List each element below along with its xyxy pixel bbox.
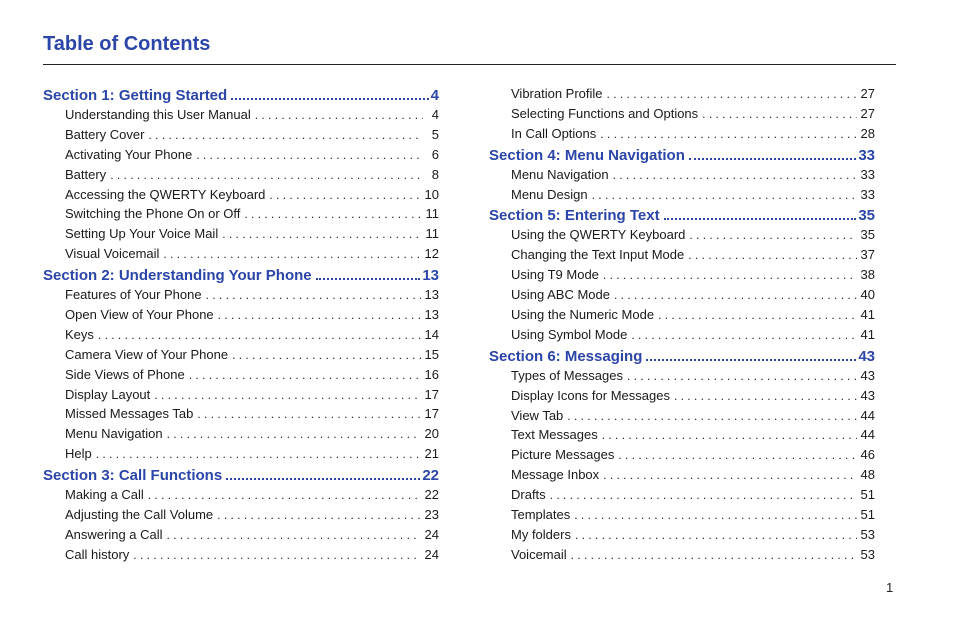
dot-leader: [167, 528, 421, 542]
entry-title: Changing the Text Input Mode: [511, 247, 685, 263]
dot-leader: [574, 508, 856, 522]
dot-leader: [614, 288, 857, 302]
toc-entry[interactable]: [43, 327, 439, 347]
toc-entry[interactable]: [489, 487, 885, 507]
toc-entry[interactable]: [489, 447, 885, 467]
page-title: Table of Contents: [43, 33, 211, 55]
entry-page-number: 21: [424, 446, 439, 462]
entry-title: Using the QWERTY Keyboard: [511, 227, 686, 243]
entry-page-number: 6: [431, 146, 439, 162]
entry-title: Visual Voicemail: [65, 246, 160, 262]
toc-entry[interactable]: [489, 227, 885, 247]
entry-title: Using Symbol Mode: [511, 326, 628, 342]
page-number: 1: [886, 580, 894, 595]
dot-leader: [244, 207, 421, 221]
toc-entry[interactable]: [43, 226, 439, 246]
dot-leader: [689, 158, 856, 160]
toc-entry[interactable]: [43, 507, 439, 527]
toc-entry[interactable]: [43, 187, 439, 207]
entry-title: Understanding this User Manual: [65, 107, 251, 122]
toc-entry[interactable]: [489, 106, 885, 126]
entry-page-number: 48: [860, 467, 875, 483]
entry-title: Switching the Phone On or Off: [65, 206, 241, 222]
entry-page-number: 12: [424, 246, 439, 262]
dot-leader: [96, 447, 421, 461]
entry-title: Using T9 Mode: [511, 267, 599, 283]
entry-page-number: 20: [424, 426, 439, 442]
dot-leader: [603, 468, 856, 482]
toc-entry[interactable]: [43, 527, 439, 547]
toc-section-heading[interactable]: [43, 87, 439, 107]
entry-page-number: 17: [424, 386, 439, 402]
entry-title: Vibration Profile: [511, 86, 603, 101]
toc-entry[interactable]: [43, 307, 439, 327]
entry-page-number: 15: [424, 346, 439, 362]
entry-page-number: 24: [424, 526, 439, 542]
entry-title: In Call Options: [511, 125, 597, 141]
dot-leader: [658, 308, 856, 322]
entry-title: Making a Call: [65, 487, 144, 503]
toc-entry[interactable]: [43, 167, 439, 187]
toc-section-heading[interactable]: [489, 207, 885, 227]
dot-leader: [110, 168, 423, 182]
dot-leader: [163, 247, 420, 261]
entry-title: My folders: [511, 526, 571, 542]
toc-entry[interactable]: [489, 427, 885, 447]
dot-leader: [232, 348, 420, 362]
entry-title: Display Layout: [65, 386, 151, 402]
toc-section-heading[interactable]: [43, 467, 439, 487]
toc-entry[interactable]: [489, 327, 885, 347]
entry-page-number: 41: [860, 326, 875, 342]
dot-leader: [600, 127, 856, 141]
section-page-number: 43: [858, 347, 875, 365]
dot-leader: [98, 328, 421, 342]
entry-page-number: 4: [431, 107, 439, 122]
entry-title: Keys: [65, 326, 94, 342]
entry-page-number: 13: [424, 287, 439, 303]
dot-leader: [269, 188, 420, 202]
dot-leader: [154, 388, 420, 402]
dot-leader: [316, 278, 421, 280]
dot-leader: [602, 428, 857, 442]
section-page-number: 4: [430, 87, 439, 104]
toc-entry[interactable]: [43, 406, 439, 426]
entry-page-number: 27: [860, 105, 875, 121]
dot-leader: [206, 288, 421, 302]
entry-title: Call history: [65, 546, 130, 562]
entry-title: Help: [65, 446, 92, 462]
toc-entry[interactable]: [489, 86, 885, 106]
dot-leader: [674, 389, 857, 403]
dot-leader: [133, 548, 420, 562]
toc-entry[interactable]: [489, 507, 885, 527]
entry-title: Selecting Functions and Options: [511, 105, 699, 121]
dot-leader: [189, 368, 421, 382]
entry-title: Text Messages: [511, 427, 598, 443]
toc-entry[interactable]: [43, 147, 439, 167]
toc-entry[interactable]: [489, 467, 885, 487]
entry-page-number: 53: [860, 526, 875, 542]
toc-entry[interactable]: [489, 247, 885, 267]
entry-title: Templates: [511, 507, 571, 523]
section-title: Section 1: Getting Started: [43, 87, 228, 104]
entry-page-number: 5: [431, 126, 439, 142]
entry-title: Drafts: [511, 487, 546, 503]
section-title: Section 4: Menu Navigation: [489, 146, 685, 164]
toc-entry[interactable]: [43, 387, 439, 407]
toc-entry[interactable]: [489, 287, 885, 307]
toc-entry[interactable]: [43, 426, 439, 446]
dot-leader: [575, 528, 857, 542]
entry-page-number: 44: [860, 407, 875, 423]
section-title: Section 5: Entering Text: [489, 207, 660, 225]
toc-entry[interactable]: [43, 107, 439, 127]
dot-leader: [688, 248, 856, 262]
toc-entry[interactable]: [43, 246, 439, 266]
toc-entry[interactable]: [43, 446, 439, 466]
toc-entry[interactable]: [489, 167, 885, 187]
toc-entry[interactable]: [489, 527, 885, 547]
dot-leader: [217, 508, 420, 522]
section-page-number: 33: [858, 146, 875, 164]
entry-title: View Tab: [511, 407, 564, 423]
entry-title: Missed Messages Tab: [65, 406, 194, 422]
entry-title: Adjusting the Call Volume: [65, 507, 214, 523]
dot-leader: [607, 87, 857, 101]
dot-leader: [646, 359, 856, 361]
entry-page-number: 43: [860, 387, 875, 403]
toc-section-heading[interactable]: [43, 267, 439, 287]
toc-entry[interactable]: [43, 347, 439, 367]
section-page-number: 35: [858, 207, 875, 225]
section-page-number: 13: [422, 267, 439, 285]
dot-leader: [196, 148, 423, 162]
dot-leader: [218, 308, 421, 322]
dot-leader: [226, 478, 420, 480]
toc-entry[interactable]: [489, 307, 885, 327]
entry-page-number: 51: [860, 487, 875, 503]
entry-page-number: 33: [860, 166, 875, 182]
toc-right-column: [489, 86, 885, 567]
entry-title: Display Icons for Messages: [511, 387, 670, 403]
toc-section-heading[interactable]: [489, 348, 885, 368]
entry-title: Menu Design: [511, 186, 588, 202]
entry-page-number: 46: [860, 447, 875, 463]
entry-title: Picture Messages: [511, 447, 615, 463]
dot-leader: [222, 227, 421, 241]
entry-title: Battery: [65, 166, 107, 182]
toc-entry[interactable]: [43, 367, 439, 387]
entry-title: Menu Navigation: [511, 166, 609, 182]
entry-page-number: 8: [431, 166, 439, 182]
toc-entry[interactable]: [489, 187, 885, 207]
entry-page-number: 24: [424, 546, 439, 562]
toc-entry[interactable]: [489, 388, 885, 408]
entry-title: Menu Navigation: [65, 426, 163, 442]
entry-title: Accessing the QWERTY Keyboard: [65, 186, 266, 202]
entry-page-number: 16: [424, 366, 439, 382]
entry-page-number: 10: [424, 186, 439, 202]
entry-title: Features of Your Phone: [65, 287, 202, 303]
entry-page-number: 14: [424, 326, 439, 342]
entry-page-number: 35: [860, 227, 875, 243]
entry-title: Message Inbox: [511, 467, 600, 483]
dot-leader: [197, 407, 420, 421]
dot-leader: [567, 409, 856, 423]
dot-leader: [255, 108, 423, 122]
toc-entry[interactable]: [489, 408, 885, 428]
entry-title: Open View of Your Phone: [65, 307, 214, 323]
section-page-number: 22: [422, 467, 439, 485]
entry-title: Using ABC Mode: [511, 287, 610, 303]
entry-title: Answering a Call: [65, 526, 163, 542]
toc-entry[interactable]: [43, 206, 439, 226]
dot-leader: [631, 328, 856, 342]
dot-leader: [550, 488, 857, 502]
dot-leader: [167, 427, 421, 441]
entry-page-number: 27: [860, 86, 875, 101]
dot-leader: [627, 369, 857, 383]
entry-page-number: 11: [425, 206, 439, 222]
dot-leader: [148, 488, 421, 502]
entry-page-number: 51: [860, 507, 875, 523]
toc-entry[interactable]: [43, 547, 439, 567]
dot-leader: [702, 107, 856, 121]
entry-title: Voicemail: [511, 546, 567, 562]
entry-title: Setting Up Your Voice Mail: [65, 226, 219, 242]
entry-page-number: 23: [424, 507, 439, 523]
entry-page-number: 11: [425, 226, 439, 242]
dot-leader: [148, 128, 423, 142]
entry-page-number: 38: [860, 267, 875, 283]
dot-leader: [231, 98, 428, 100]
entry-title: Activating Your Phone: [65, 146, 193, 162]
entry-title: Types of Messages: [511, 367, 623, 383]
entry-title: Side Views of Phone: [65, 366, 185, 382]
entry-page-number: 41: [860, 307, 875, 323]
dot-leader: [603, 268, 857, 282]
section-title: Section 6: Messaging: [489, 347, 643, 365]
toc-entry[interactable]: [43, 127, 439, 147]
toc-left-column: [43, 86, 439, 567]
entry-page-number: 40: [860, 287, 875, 303]
dot-leader: [592, 188, 857, 202]
dot-leader: [613, 168, 857, 182]
entry-page-number: 43: [860, 367, 875, 383]
toc-entry[interactable]: [489, 547, 885, 567]
entry-page-number: 13: [424, 307, 439, 323]
toc-entry[interactable]: [489, 267, 885, 287]
toc-entry[interactable]: [489, 126, 885, 146]
dot-leader: [618, 448, 856, 462]
title-divider: [43, 64, 896, 65]
entry-page-number: 17: [424, 406, 439, 422]
dot-leader: [664, 218, 857, 220]
entry-title: Camera View of Your Phone: [65, 346, 229, 362]
toc-entry[interactable]: [489, 368, 885, 388]
section-title: Section 2: Understanding Your Phone: [43, 267, 312, 285]
entry-page-number: 22: [424, 487, 439, 503]
entry-page-number: 28: [860, 125, 875, 141]
entry-title: Using the Numeric Mode: [511, 307, 655, 323]
toc-section-heading[interactable]: [489, 147, 885, 167]
entry-page-number: 44: [860, 427, 875, 443]
dot-leader: [689, 228, 856, 242]
entry-title: Battery Cover: [65, 126, 145, 142]
section-title: Section 3: Call Functions: [43, 467, 223, 485]
entry-page-number: 33: [860, 186, 875, 202]
toc-entry[interactable]: [43, 487, 439, 507]
dot-leader: [571, 548, 857, 562]
entry-page-number: 53: [860, 546, 875, 562]
entry-page-number: 37: [860, 247, 875, 263]
toc-entry[interactable]: [43, 287, 439, 307]
